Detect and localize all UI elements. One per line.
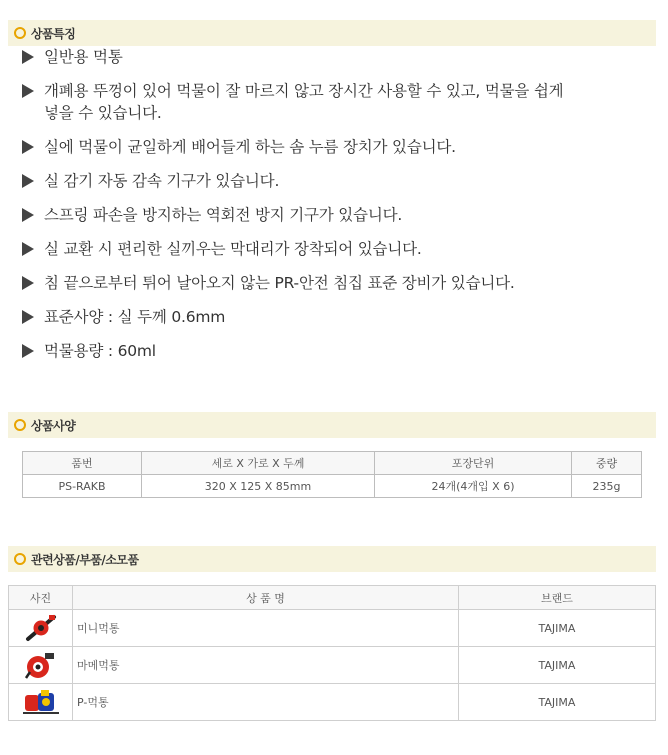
section-title: 상품사양 [31, 418, 76, 433]
product-photo-cell[interactable] [9, 647, 73, 684]
feature-list [22, 46, 642, 374]
table-row[interactable] [9, 647, 656, 684]
product-brand: TAJIMA [459, 610, 656, 647]
feature-item [22, 46, 642, 68]
mame-chalk-line-thumbnail[interactable] [24, 650, 58, 680]
table-header-row [9, 586, 656, 610]
product-name[interactable]: 마메먹통 [73, 647, 459, 684]
feature-item [22, 80, 642, 124]
triangle-bullet-icon [22, 50, 34, 64]
column-header: 상 품 명 [73, 586, 459, 610]
triangle-bullet-icon [22, 174, 34, 188]
triangle-bullet-icon [22, 84, 34, 98]
triangle-bullet-icon [22, 310, 34, 324]
feature-item [22, 340, 642, 362]
triangle-bullet-icon [22, 242, 34, 256]
feature-item [22, 238, 642, 260]
column-header: 중량 [572, 452, 642, 475]
column-header: 사진 [9, 586, 73, 610]
circle-bullet-icon [14, 419, 26, 431]
section-header-features [8, 20, 656, 46]
column-header: 브랜드 [459, 586, 656, 610]
section-title: 상품특징 [31, 26, 76, 41]
spec-table [22, 451, 642, 498]
feature-text: 개폐용 뚜껑이 있어 먹물이 잘 마르지 않고 장시간 사용할 수 있고, 먹물을 쉽게 [44, 82, 564, 100]
table-row[interactable] [9, 610, 656, 647]
feature-text: 실 감기 자동 감속 기구가 있습니다. [44, 172, 280, 190]
feature-item [22, 170, 642, 192]
table-header-row [23, 452, 642, 475]
table-cell: 235g [572, 475, 642, 498]
product-name[interactable]: 미니먹통 [73, 610, 459, 647]
section-header-spec [8, 412, 656, 438]
feature-text: 일반용 먹통 [44, 48, 123, 66]
feature-text: 실 교환 시 편리한 실끼우는 막대리가 장착되어 있습니다. [44, 240, 422, 258]
section-header-related [8, 546, 656, 572]
column-header: 포장단위 [375, 452, 572, 475]
feature-text: 표준사양 : 실 두께 0.6mm [44, 308, 226, 326]
column-header: 세로 X 가로 X 두께 [142, 452, 375, 475]
table-cell: PS-RAKB [23, 475, 142, 498]
circle-bullet-icon [14, 553, 26, 565]
product-name[interactable]: P-먹통 [73, 684, 459, 721]
product-brand: TAJIMA [459, 647, 656, 684]
table-cell: 320 X 125 X 85mm [142, 475, 375, 498]
feature-item [22, 136, 642, 158]
column-header: 품번 [23, 452, 142, 475]
feature-text: 스프링 파손을 방지하는 역회전 방지 기구가 있습니다. [44, 206, 403, 224]
feature-text: 실에 먹물이 균일하게 배어들게 하는 솜 누름 장치가 있습니다. [44, 138, 456, 156]
circle-bullet-icon [14, 27, 26, 39]
feature-item [22, 204, 642, 226]
table-row[interactable] [9, 684, 656, 721]
table-row [23, 475, 642, 498]
feature-text: 침 끝으로부터 튀어 날아오지 않는 PR-안전 침집 표준 장비가 있습니다. [44, 274, 515, 292]
mini-chalk-line-thumbnail[interactable] [24, 613, 58, 643]
related-products-table [8, 585, 656, 721]
product-photo-cell[interactable] [9, 684, 73, 721]
feature-item [22, 272, 642, 294]
triangle-bullet-icon [22, 276, 34, 290]
section-title: 관련상품/부품/소모품 [31, 552, 139, 567]
product-photo-cell[interactable] [9, 610, 73, 647]
product-brand: TAJIMA [459, 684, 656, 721]
triangle-bullet-icon [22, 344, 34, 358]
table-cell: 24개(4개입 X 6) [375, 475, 572, 498]
p-chalk-line-thumbnail[interactable] [21, 687, 61, 717]
triangle-bullet-icon [22, 208, 34, 222]
triangle-bullet-icon [22, 140, 34, 154]
feature-item [22, 306, 642, 328]
feature-text-continuation: 넣을 수 있습니다. [44, 104, 162, 122]
feature-text: 먹물용량 : 60ml [44, 342, 156, 360]
